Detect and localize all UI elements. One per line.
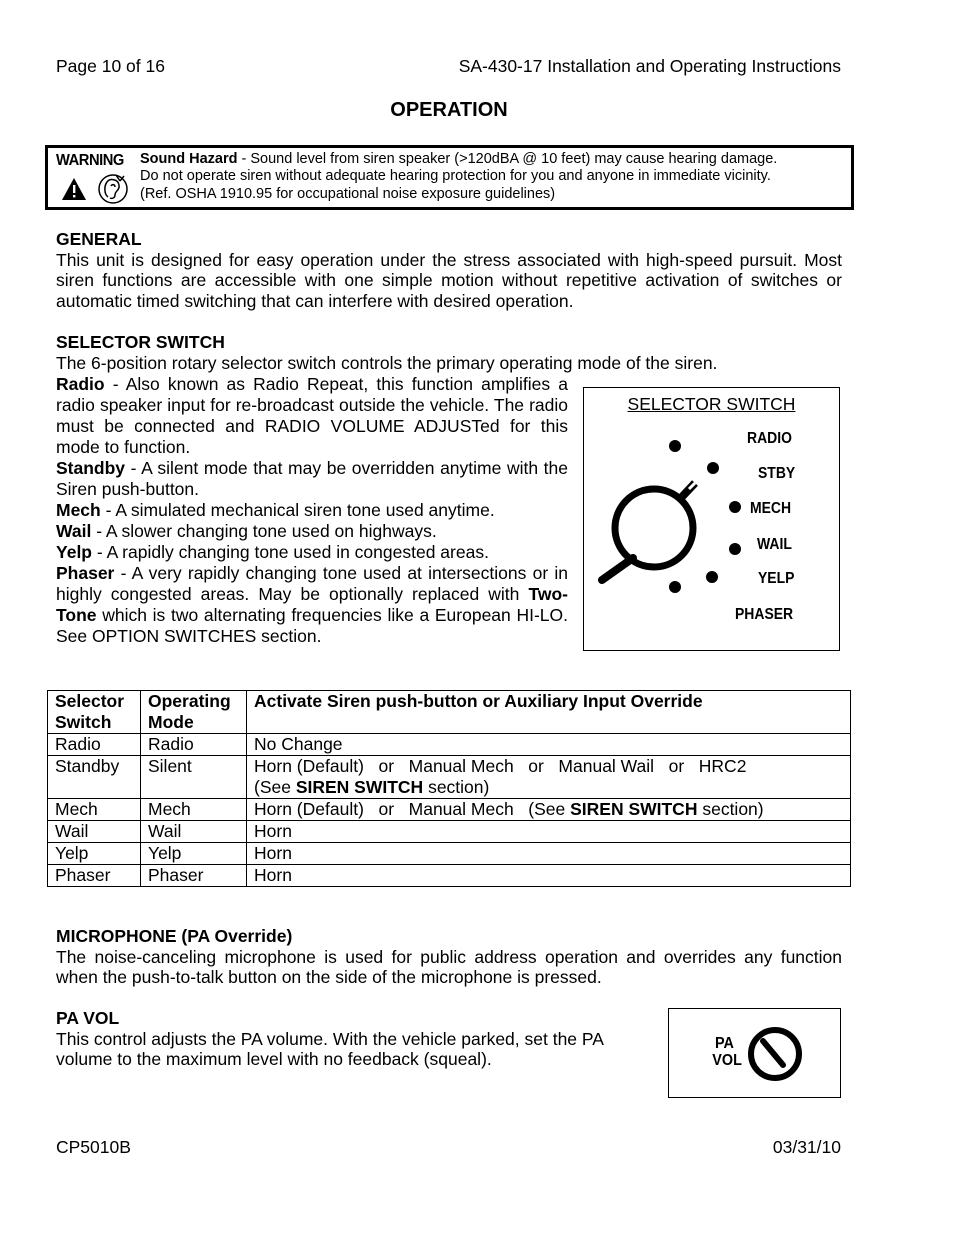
position-dot-stby: [707, 462, 719, 474]
label-phaser: PHASER: [735, 606, 794, 623]
table-row: [48, 821, 851, 843]
section-title: OPERATION: [390, 99, 508, 121]
table-cell: Phaser: [48, 865, 141, 887]
position-dot-mech: [729, 501, 741, 513]
label-radio: RADIO: [747, 430, 792, 447]
selector-diagram-title: SELECTOR SWITCH: [627, 394, 796, 414]
selector-modes: [56, 374, 568, 647]
mode-radio: Radio - Also known as Radio Repeat, this function amplifies a radio speaker input for re-broadcast outside the vehicle. The radio must be connected and RADIO VOLUME ADJUSTed for this mode to function.: [56, 374, 568, 457]
pavol-body: This control adjusts the PA volume. With the vehicle parked, set the PA volume to the maximum level with no feedback (squeal).: [56, 1028, 603, 1070]
mode-yelp: Yelp - A rapidly changing tone used in congested areas.: [56, 542, 489, 562]
position-dot-yelp: [706, 571, 718, 583]
table-cell: Wail: [48, 821, 141, 843]
general-section: [56, 229, 842, 311]
general-heading: GENERAL: [56, 229, 142, 249]
general-body: This unit is designed for easy operation under the stress associated with high-speed pursuit. Most siren functions are accessible with one simple motion without repetitive activation of switches or automatic timed switching that can interfere with desired operation.: [56, 249, 842, 311]
footer-date: 03/31/10: [772, 1137, 841, 1157]
table-header: Selector Switch: [48, 691, 141, 734]
label-stby: STBY: [758, 465, 796, 482]
position-dot-phaser: [669, 581, 681, 593]
microphone-section: [56, 926, 842, 988]
selector-intro: The 6-position rotary selector switch controls the primary operating mode of the siren.: [56, 352, 718, 373]
table-cell: Silent: [141, 756, 247, 799]
pa-vol-diagram: [668, 1008, 841, 1098]
warning-hazard-icon: [58, 172, 134, 204]
mode-wail: Wail - A slower changing tone used on highways.: [56, 521, 437, 541]
table-cell: Radio: [141, 734, 247, 756]
label-yelp: YELP: [758, 570, 795, 587]
table-header: Operating Mode: [141, 691, 247, 734]
mode-mech: Mech - A simulated mechanical siren tone used anytime.: [56, 500, 495, 520]
warning-line-2: Do not operate siren without adequate hearing protection for you and anyone in immediate vicinity.: [140, 168, 771, 185]
pavol-heading: PA VOL: [56, 1008, 120, 1028]
table-cell: Horn (Default) or Manual Mech (See SIREN SWITCH section): [247, 799, 851, 821]
warning-line-1: - Sound level from siren speaker (>120dBA @ 10 feet) may cause hearing damage.: [237, 151, 778, 167]
table-cell: Wail: [141, 821, 247, 843]
override-table: [47, 690, 851, 887]
label-wail: WAIL: [757, 536, 792, 553]
table-cell: Yelp: [48, 843, 141, 865]
table-cell: Horn: [247, 821, 851, 843]
table-cell: Yelp: [141, 843, 247, 865]
table-row: [48, 734, 851, 756]
table-cell: Horn (Default) or Manual Mech or Manual Wail or HRC2 (See SIREN SWITCH section): [247, 756, 851, 799]
warning-box: [45, 145, 854, 210]
warning-label: WARNING: [56, 152, 124, 169]
selector-switch-diagram: [583, 387, 840, 651]
ear-protection-icon: [99, 175, 127, 203]
label-mech: MECH: [750, 500, 792, 517]
table-cell: No Change: [247, 734, 851, 756]
table-row: [48, 799, 851, 821]
knob-pointer: [602, 558, 633, 580]
footer-doc-id: CP5010B: [56, 1137, 131, 1157]
position-dot-wail: [729, 543, 741, 555]
table-cell: Radio: [48, 734, 141, 756]
table-header-row: [48, 691, 851, 734]
position-dot-radio: [669, 440, 681, 452]
warning-bold: Sound Hazard: [140, 151, 238, 167]
document-title: SA-430-17 Installation and Operating Instructions: [458, 56, 841, 76]
microphone-heading: MICROPHONE (PA Override): [56, 926, 293, 946]
selector-section: [56, 332, 842, 373]
pa-vol-knob-icon: [747, 1025, 807, 1083]
warning-text: [140, 151, 848, 203]
table-row: [48, 756, 851, 799]
table-row: [48, 843, 851, 865]
table-header: Activate Siren push-button or Auxiliary Input Override: [247, 691, 851, 734]
table-cell: Mech: [141, 799, 247, 821]
table-cell: Mech: [48, 799, 141, 821]
pa-vol-label: PA VOL: [712, 1035, 742, 1069]
rotary-knob-icon: [584, 388, 839, 650]
pavol-section: [56, 1008, 656, 1070]
table-cell: Phaser: [141, 865, 247, 887]
mode-standby: Standby - A silent mode that may be overridden anytime with the Siren push-button.: [56, 458, 568, 499]
warning-line-3: (Ref. OSHA 1910.95 for occupational noise exposure guidelines): [140, 185, 556, 202]
page-number: Page 10 of 16: [56, 56, 165, 76]
table-row: [48, 865, 851, 887]
selector-heading: SELECTOR SWITCH: [56, 332, 225, 352]
mode-phaser: Phaser - A very rapidly changing tone used at intersections or in highly congested areas. May be optionally replaced with Two-Tone which is two alternating frequencies like a European HI-LO. See OPTION SWITCHES section.: [56, 563, 568, 646]
table-cell: Horn: [247, 843, 851, 865]
table-cell: Standby: [48, 756, 141, 799]
microphone-body: The noise-canceling microphone is used for public address operation and overrides any function when the push-to-talk button on the side of the microphone is pressed.: [56, 946, 842, 988]
table-cell: Horn: [247, 865, 851, 887]
